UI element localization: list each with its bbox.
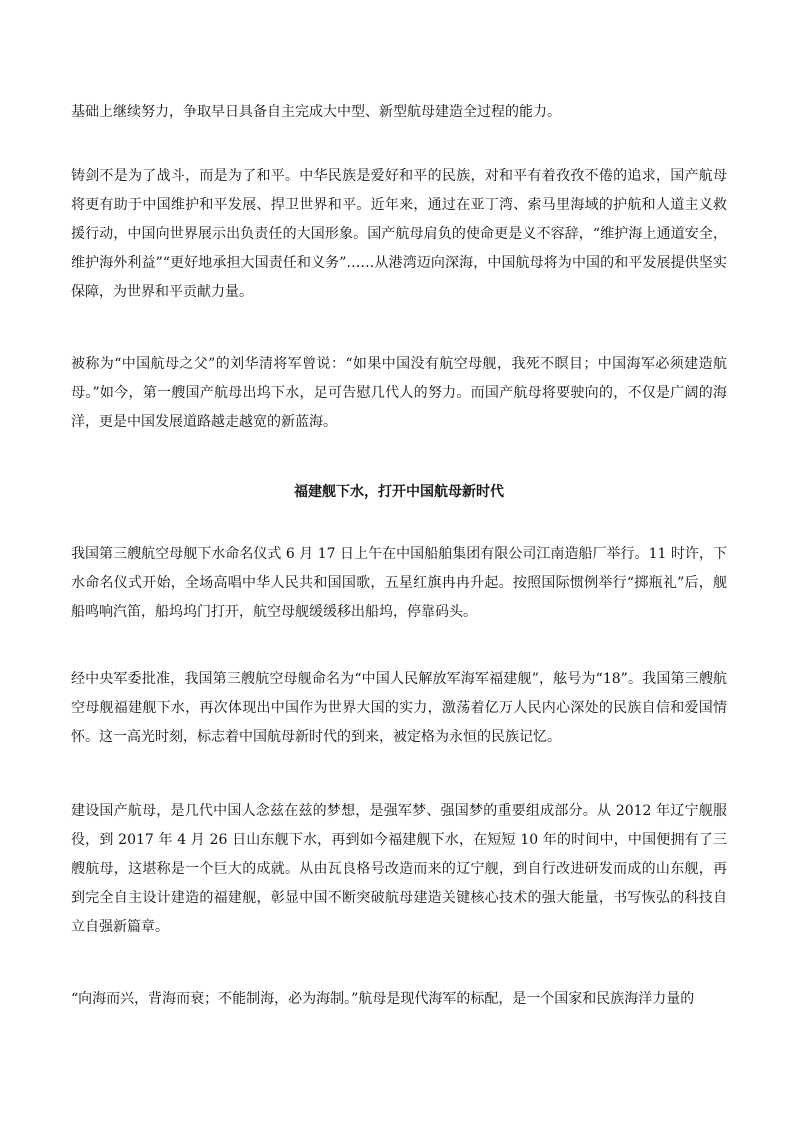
section-heading: 福建舰下水，打开中国航母新时代 — [294, 484, 504, 500]
paragraph-5: 经中央军委批准，我国第三艘航空母舰命名为“中国人民解放军海军福建舰”，舷号为“18”。我国第三艘航空母舰福建舰下水，再次体现出中国作为世界大国的实力，激荡着亿万人民内心深处的民族自信和爱国情怀。这一高光时刻，标志着中国航母新时代的到来，被定格为永恒的民族记忆。 — [71, 671, 727, 745]
paragraph-7: “向海而兴，背海而衰；不能制海，必为海制。”航母是现代海军的标配，是一个国家和民族海洋力量的 — [71, 991, 695, 1007]
paragraph-3: 被称为“中国航母之父”的刘华清将军曾说：“如果中国没有航空母舰，我死不瞑目；中国海军必须建造航母。”如今，第一艘国产航母出坞下水，足可告慰几代人的努力。而国产航母将要驶向的，不仅是广阔的海洋，更是中国发展道路越走越宽的新蓝海。 — [71, 356, 727, 430]
paragraph-6: 建设国产航母，是几代中国人念兹在兹的梦想，是强军梦、强国梦的重要组成部分。从 2012 年辽宁舰服役，到 2017 年 4 月 26 日山东舰下水，再到如今福建舰下水，在短短 10 年的时间中，中国便拥有了三艘航母，这堪称是一个巨大的成就。从由瓦良格号改造而来的辽宁舰，到自行改进研发而成的山东舰，再到完全自主设计建造的福建舰，彰显中国不断突破航母建造关键核心技术的强大能量，书写恢弘的科技自立自强新篇章。 — [71, 803, 727, 935]
paragraph-1: 基础上继续努力，争取早日具备自主完成大中型、新型航母建造全过程的能力。 — [71, 104, 561, 120]
paragraph-4: 我国第三艘航空母舰下水命名仪式 6 月 17 日上午在中国船舶集团有限公司江南造船厂举行。11 时许，下水命名仪式开始，全场高唱中华人民共和国国歌，五星红旗冉冉升起。按照国际惯例举行“掷瓶礼”后，舰船鸣响汽笛，船坞坞门打开，航空母舰缓缓移出船坞，停靠码头。 — [71, 546, 727, 620]
paragraph-2: 铸剑不是为了战斗，而是为了和平。中华民族是爱好和平的民族，对和平有着孜孜不倦的追求，国产航母将更有助于中国维护和平发展、捍卫世界和平。近年来，通过在亚丁湾、索马里海域的护航和人道主义救援行动，中国向世界展示出负责任的大国形象。国产航母肩负的使命更是义不容辞，“维护海上通道安全，维护海外利益”“更好地承担大国责任和义务”……从港湾迈向深海，中国航母将为中国的和平发展提供坚实保障，为世界和平贡献力量。 — [71, 168, 727, 300]
